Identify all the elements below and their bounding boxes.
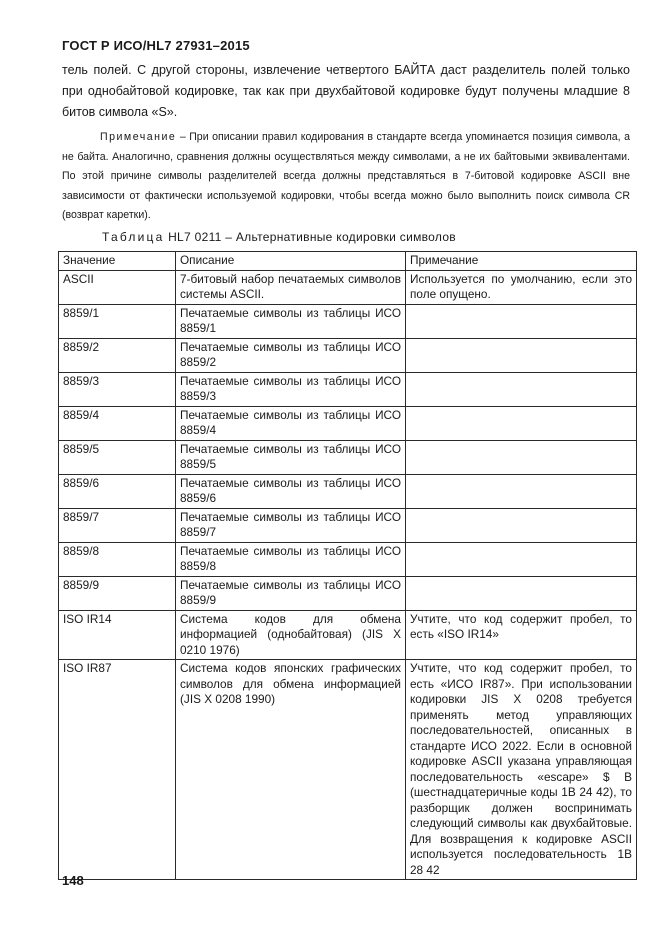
note-paragraph	[62, 128, 630, 226]
cell-remark	[406, 338, 637, 372]
cell-description: Печатаемые символы из таблицы ИСО 8859/4	[176, 406, 406, 440]
table-row	[59, 372, 637, 406]
cell-remark	[406, 304, 637, 338]
table-row	[59, 304, 637, 338]
column-header-remark: Примечание	[406, 252, 637, 271]
cell-value: 8859/3	[59, 372, 176, 406]
cell-value: 8859/1	[59, 304, 176, 338]
cell-remark	[406, 542, 637, 576]
cell-value: 8859/2	[59, 338, 176, 372]
table-row	[59, 610, 637, 660]
cell-description: Печатаемые символы из таблицы ИСО 8859/1	[176, 304, 406, 338]
table-row	[59, 576, 637, 610]
cell-description: Система кодов для обмена информацией (однобайтовая) (JIS X 0210 1976)	[176, 610, 406, 660]
cell-remark: Учтите, что код содержит пробел, то есть «ISO IR14»	[406, 610, 637, 660]
cell-remark	[406, 508, 637, 542]
document-header: ГОСТ Р ИСО/HL7 27931–2015	[62, 38, 250, 53]
cell-description: Печатаемые символы из таблицы ИСО 8859/9	[176, 576, 406, 610]
cell-value: ISO IR14	[59, 610, 176, 660]
table-row	[59, 660, 637, 880]
cell-value: 8859/4	[59, 406, 176, 440]
cell-value: 8859/7	[59, 508, 176, 542]
cell-description: Печатаемые символы из таблицы ИСО 8859/2	[176, 338, 406, 372]
cell-remark	[406, 440, 637, 474]
note-text: – При описании правил кодирования в стандарте всегда упоминается позиция символа, а не байта. Аналогично, сравнения должны осуществляться между символами, а не их байтовыми эквивалентами. По этой причине символы разделителей всегда должны представляться в 7-битовой кодировке ASCII вне зависимости от фактически используемой кодировки, чтобы всегда можно было выполнить поиск символа CR (возврат каретки).	[62, 131, 630, 221]
table-row	[59, 542, 637, 576]
table-row	[59, 338, 637, 372]
cell-description: 7-битовый набор печатаемых символов системы ASCII.	[176, 270, 406, 304]
column-header-value: Значение	[59, 252, 176, 271]
cell-value: 8859/6	[59, 474, 176, 508]
cell-description: Печатаемые символы из таблицы ИСО 8859/5	[176, 440, 406, 474]
cell-remark: Используется по умолчанию, если это поле опущено.	[406, 270, 637, 304]
cell-description: Печатаемые символы из таблицы ИСО 8859/7	[176, 508, 406, 542]
cell-remark	[406, 406, 637, 440]
cell-value: ISO IR87	[59, 660, 176, 880]
table-row	[59, 474, 637, 508]
cell-value: 8859/9	[59, 576, 176, 610]
table-row	[59, 406, 637, 440]
table-row	[59, 270, 637, 304]
cell-remark	[406, 474, 637, 508]
cell-remark	[406, 576, 637, 610]
table-caption-lead: Таблица	[102, 230, 165, 244]
page-number: 148	[62, 873, 84, 888]
cell-description: Система кодов японских графических символов для обмена информацией (JIS X 0208 1990)	[176, 660, 406, 880]
column-header-description: Описание	[176, 252, 406, 271]
cell-remark: Учтите, что код содержит пробел, то есть «ИСО IR87». При использовании кодировки JIS X 0208 требуется применять метод управляющих последовательностей, описанных в стандарте ИСО 2022. Если в основной кодировке ASCII указана управляющая последовательность «escape» $ B (шестнадцатеричные коды 1B 24 42), то разборщик должен воспринимать следующий символы как двухбайтовые. Для возвращения к кодировке ASCII используется последовательность 1B 28 42	[406, 660, 637, 880]
table-row	[59, 508, 637, 542]
note-lead: Примечание	[100, 131, 177, 143]
table-row	[59, 440, 637, 474]
cell-remark	[406, 372, 637, 406]
table-header-row	[59, 252, 637, 271]
cell-description: Печатаемые символы из таблицы ИСО 8859/6	[176, 474, 406, 508]
body-paragraph: тель полей. С другой стороны, извлечение четвертого БАЙТА даст разделитель полей только при однобайтовой кодировке, так как при двухбайтовой кодировке будут получены младшие 8 битов символа «S».	[62, 63, 630, 119]
cell-value: ASCII	[59, 270, 176, 304]
table-caption-text: HL7 0211 – Альтернативные кодировки символов	[164, 230, 456, 244]
cell-value: 8859/8	[59, 542, 176, 576]
cell-description: Печатаемые символы из таблицы ИСО 8859/8	[176, 542, 406, 576]
table-caption	[102, 230, 456, 244]
cell-description: Печатаемые символы из таблицы ИСО 8859/3	[176, 372, 406, 406]
encoding-table	[58, 251, 637, 880]
cell-value: 8859/5	[59, 440, 176, 474]
